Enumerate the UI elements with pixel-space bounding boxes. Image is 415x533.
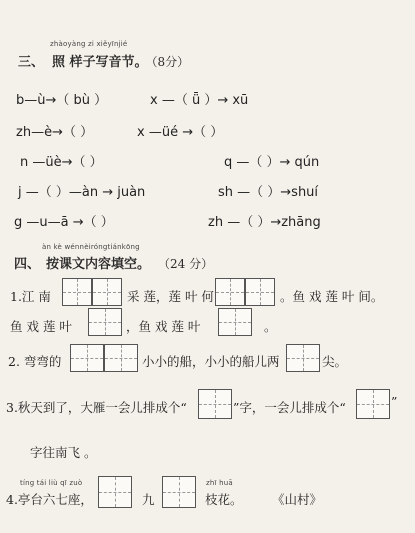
tianzige-box[interactable] — [356, 389, 390, 419]
q4-part-b: 九 — [142, 492, 155, 507]
tianzige-box[interactable] — [104, 344, 138, 372]
q4-part-a: 4.亭台六七座， — [6, 492, 93, 507]
section4-title: 按课文内容填空。 — [46, 257, 151, 272]
tianzige-box[interactable] — [218, 308, 252, 336]
tianzige-box[interactable] — [215, 278, 245, 306]
exercise-row-2-right[interactable]: x —üé →（ ） — [137, 125, 224, 140]
q2-part-c: 尖。 — [322, 354, 348, 369]
tianzige-box[interactable] — [245, 278, 275, 306]
q1-line1-part-c: 。鱼 戏 莲 叶 间。 — [280, 289, 384, 304]
q2-part-a: 2. 弯弯的 — [8, 354, 62, 369]
tianzige-box[interactable] — [62, 278, 92, 306]
q1-line2-part-c: 。 — [264, 319, 277, 334]
exercise-row-5-left[interactable]: g —u—ā →（ ） — [14, 215, 114, 230]
q1-line2-part-b: ，鱼 戏 莲 叶 — [126, 319, 201, 334]
exercise-row-2-left[interactable]: zh—è→（ ） — [16, 125, 94, 140]
exercise-row-3-right[interactable]: q —（ ）→ qún — [224, 155, 320, 170]
q3-line2: 字往南飞 。 — [30, 445, 97, 460]
section3-pinyin: zhàoyàng zi xiěyīnjié — [50, 40, 128, 48]
q4-pinyin-2: zhī huā — [206, 479, 233, 487]
exercise-row-3-left[interactable]: n —üè→（ ） — [20, 155, 103, 170]
q4-source: 《山村》 — [272, 492, 323, 507]
q3-part-b: ”字，一会儿排成个“ — [233, 400, 346, 415]
section3-title: 照 样子写音节。 — [52, 55, 148, 70]
section3-heading — [18, 51, 189, 70]
q3-part-a: 3.秋天到了，大雁一会儿排成个“ — [6, 400, 187, 415]
section4-number: 四、 — [14, 257, 41, 272]
exercise-row-4-left[interactable]: j —（ ）—àn → juàn — [18, 185, 146, 200]
q2-part-b: 小小的船，小小的船儿两 — [142, 354, 280, 369]
q4-part-c: 枝花。 — [205, 492, 243, 507]
section4-pinyin: àn kè wénnèiróngtiánkōng — [42, 243, 140, 251]
tianzige-box[interactable] — [88, 308, 122, 336]
q1-line2-part-a: 鱼 戏 莲 叶 — [10, 319, 72, 334]
section3-points: （8分） — [151, 55, 190, 69]
tianzige-box[interactable] — [70, 344, 104, 372]
exercise-row-5-right[interactable]: zh —（ ）→zhāng — [208, 215, 321, 230]
q1-line1-part-a: 1.江 南 — [10, 289, 51, 304]
section4-heading — [14, 253, 213, 272]
exercise-row-1-left[interactable]: b—ù→（ bù ） — [16, 93, 108, 108]
tianzige-box[interactable] — [98, 476, 132, 508]
tianzige-box[interactable] — [286, 344, 320, 372]
exercise-row-1-right[interactable]: x —（ ǖ ）→ xū — [150, 93, 249, 108]
q4-pinyin: tíng tái liù qī zuò — [20, 479, 83, 487]
q1-line1-part-b: 采 莲，莲 叶 何 — [127, 289, 214, 304]
tianzige-box[interactable] — [92, 278, 122, 306]
exercise-row-4-right[interactable]: sh —（ ）→shuí — [218, 185, 319, 200]
tianzige-box[interactable] — [198, 389, 232, 419]
section4-points: （24 分） — [164, 257, 214, 271]
section3-number: 三、 — [18, 55, 45, 70]
tianzige-box[interactable] — [162, 476, 196, 508]
q3-part-c: ” — [391, 394, 398, 409]
